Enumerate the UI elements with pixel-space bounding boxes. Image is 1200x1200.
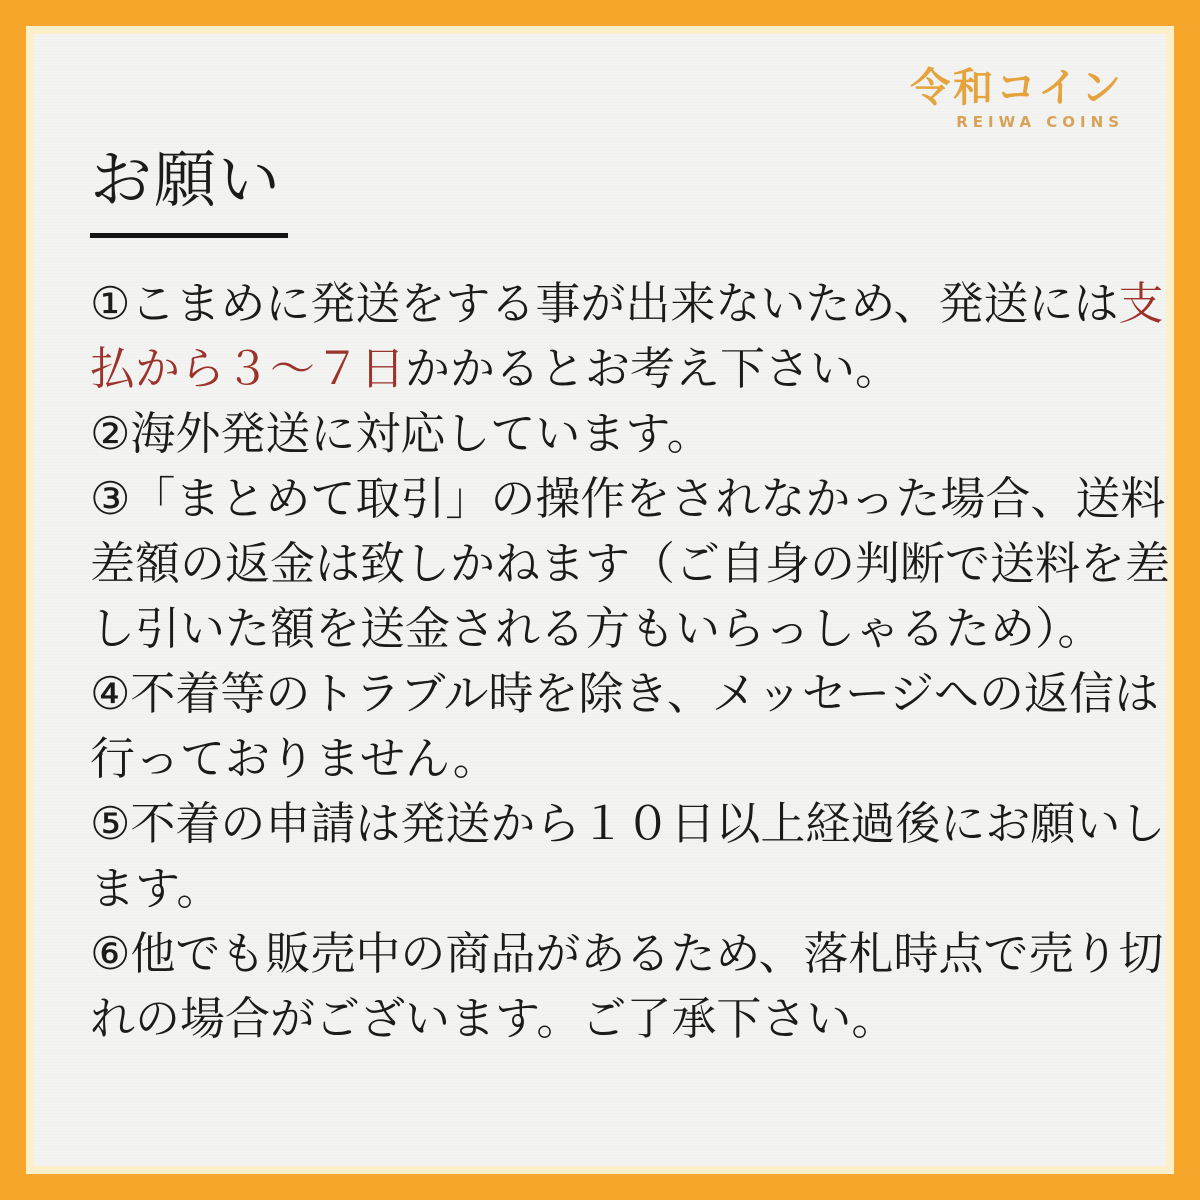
notice-text: ⑥他でも販売中の商品があるため、落札時点で売り切れの場合がございます。ご了承下さい。 (90, 927, 1164, 1045)
notice-list (90, 271, 1174, 1051)
brand-logo-english: REIWA COINS (956, 113, 1124, 131)
notice-text: ③「まとめて取引」の操作をされなかった場合、送料差額の返金は致しかねます（ご自身の判断で送料を差し引いた額を送金される方もいらっしゃるため）。 (90, 472, 1171, 655)
notice-text: ①こまめに発送をする事が出来ないため、発送には (90, 277, 1119, 330)
page-title: お願い (90, 130, 288, 238)
notice-text: ④不着等のトラブル時を除き、メッセージへの返信は行っておりません。 (90, 667, 1160, 785)
notice-item (90, 791, 1174, 921)
brand-logo-japanese: 令和コイン (910, 65, 1124, 111)
notice-text: ②海外発送に対応しています。 (90, 407, 712, 460)
notice-item (90, 271, 1174, 401)
brand-logo (910, 66, 1124, 131)
notice-highlight-red: 支払から３～７日 (90, 277, 1164, 395)
notice-text: ⑤不着の申請は発送から１０日以上経過後にお願いします。 (90, 797, 1166, 915)
notice-item (90, 661, 1174, 791)
notice-text: かかるとお考え下さい。 (405, 342, 901, 395)
notice-item (90, 466, 1174, 661)
notice-item (90, 401, 1174, 466)
notice-item (90, 921, 1174, 1051)
